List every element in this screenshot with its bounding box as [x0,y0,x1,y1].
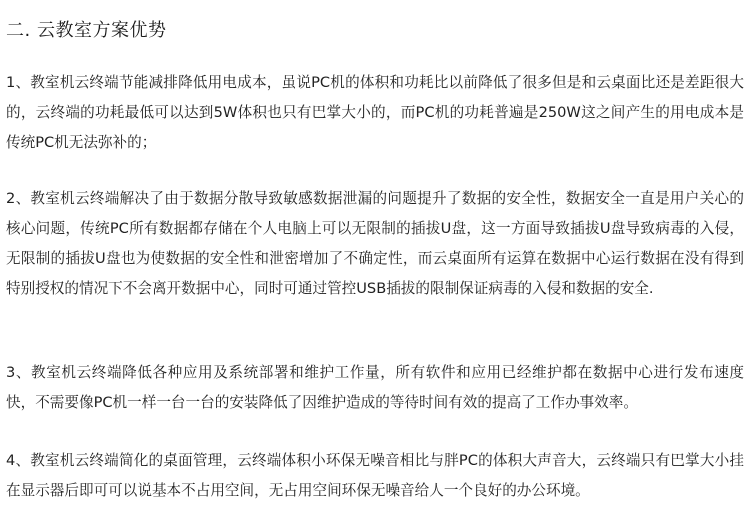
paragraph-data-security: 2、教室机云终端解决了由于数据分散导致敏感数据泄漏的问题提升了数据的安全性，数据安全一直是用户关心的核心问题，传统PC所有数据都存储在个人电脑上可以无限制的插拔U盘，这一方面导致插拔U盘导致病毒的入侵，无限制的插拔U盘也为使数据的安全性和泄密增加了不确定性，而云桌面所有运算在数据中心运行数据在没有得到特别授权的情况下不会离开数据中心，同时可通过管控USB插拔的限制保证病毒的入侵和数据的安全. [6,190,744,297]
paragraph-energy-saving: 1、教室机云终端节能减排降低用电成本，虽说PC机的体积和功耗比以前降低了很多但是和云桌面比还是差距很大的，云终端的功耗最低可以达到5W体积也只有巴掌大小的，而PC机的功耗普遍是250W这之间产生的用电成本是传统PC机无法弥补的； [6,74,744,151]
paragraph-maintenance: 3、教室机云终端降低各种应用及系统部署和维护工作量，所有软件和应用已经维护都在数据中心进行发布速度快，不需要像PC机一样一台一台的安装降低了因维护造成的等待时间有效的提高了工作办事效率。 [6,364,744,411]
paragraph-desktop-management: 4、教室机云终端简化的桌面管理，云终端体积小环保无噪音相比与胖PC的体积大声音大，云终端只有巴掌大小挂在显示器后即可可以说基本不占用空间，无占用空间环保无噪音给人一个良好的办公环境。 [6,452,744,499]
section-heading: 二. 云教室方案优势 [6,20,167,41]
